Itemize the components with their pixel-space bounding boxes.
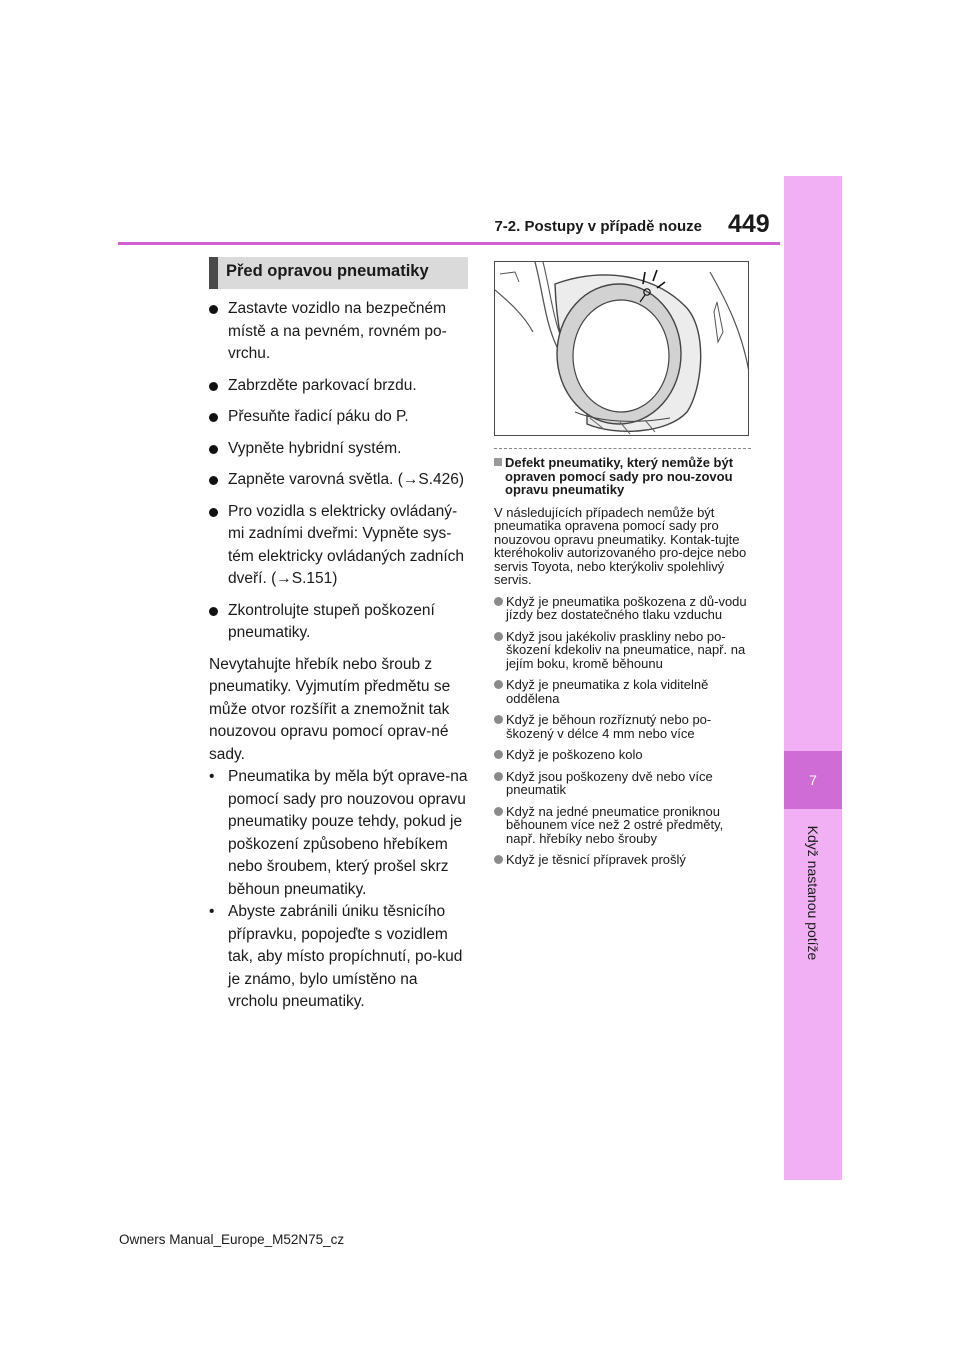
footer-text: Owners Manual_Europe_M52N75_cz bbox=[119, 1232, 345, 1247]
list-item bbox=[494, 805, 752, 846]
section-title: 7-2. Postupy v případě nouze bbox=[494, 218, 702, 235]
list-item-text: Zabrzděte parkovací brzdu. bbox=[228, 376, 417, 394]
circle-bullet-icon bbox=[494, 597, 503, 606]
list-item bbox=[494, 630, 752, 671]
list-item-text: Když je pneumatika z kola viditelně oddělena bbox=[506, 677, 709, 706]
heading-bar bbox=[209, 257, 218, 289]
bullet-icon bbox=[209, 607, 218, 616]
circle-bullet-icon bbox=[494, 855, 503, 864]
list-item-text: Když je poškozeno kolo bbox=[506, 747, 643, 762]
bullet-icon bbox=[209, 413, 218, 422]
dash-item-text: Abyste zabránili úniku těsnicího přípravku, popojeďte s vozidlem tak, aby místo propíchnutí, po-kud je známo, bylo umístěno na vrcholu pneumatiky. bbox=[228, 903, 463, 1010]
dash-bullet-icon: • bbox=[209, 903, 215, 920]
page-number: 449 bbox=[728, 210, 770, 238]
list-item bbox=[209, 406, 471, 429]
list-item-text: Když je běhoun rozříznutý nebo po-škozený v délce 4 mm nebo více bbox=[506, 712, 712, 741]
list-item bbox=[494, 713, 752, 740]
list-item bbox=[209, 600, 471, 645]
list-item bbox=[494, 678, 752, 705]
circle-bullet-icon bbox=[494, 715, 503, 724]
dash-bullet-icon: • bbox=[209, 768, 215, 785]
dash-list-item bbox=[209, 901, 471, 1014]
bullet-icon bbox=[209, 508, 218, 517]
circle-bullet-icon bbox=[494, 772, 503, 781]
list-item-text: Když jsou poškozeny dvě nebo více pneumatik bbox=[506, 768, 713, 797]
list-item bbox=[209, 438, 471, 461]
list-item-text: Vypněte hybridní systém. bbox=[228, 439, 402, 457]
bullet-icon bbox=[209, 445, 218, 454]
list-item-text: Zkontrolujte stupeň poškození pneumatiky. bbox=[228, 601, 435, 641]
section-heading-text: Před opravou pneumatiky bbox=[226, 262, 429, 280]
intro-paragraph: V následujících případech nemůže být pneumatika opravena pomocí sady pro nouzovou opravu pneumatiky. Kontak-tujte kteréhokoliv autorizovaného pro-dejce nebo servis Toyota, nebo kterýkoliv spolehlivý servis. bbox=[494, 504, 747, 587]
bullet-icon bbox=[209, 305, 218, 314]
list-item bbox=[494, 748, 752, 762]
left-column bbox=[209, 298, 471, 1014]
list-item bbox=[494, 853, 752, 867]
circle-bullet-icon bbox=[494, 750, 503, 759]
subheading-text: Defekt pneumatiky, který nemůže být opraven pomocí sady pro nou-zovou opravu pneumatiky bbox=[505, 455, 734, 497]
warning-paragraph: Nevytahujte hřebík nebo šroub z pneumatiky. Vyjmutím předmětu se může otvor rozšířit a znemožnit tak nouzovou opravu pomocí oprav-né sady. bbox=[209, 655, 451, 763]
right-column bbox=[494, 456, 752, 867]
bullet-icon bbox=[209, 476, 218, 485]
list-item-text: Přesuňte řadicí páku do P. bbox=[228, 408, 409, 425]
list-item-text: Když je těsnicí přípravek prošlý bbox=[506, 852, 686, 867]
bullet-icon bbox=[209, 382, 218, 391]
chapter-side-label: Když nastanou potíže bbox=[805, 825, 821, 961]
dash-list-item bbox=[209, 766, 471, 901]
list-item bbox=[209, 469, 471, 492]
header-rule bbox=[118, 242, 780, 245]
list-item bbox=[494, 595, 752, 622]
tire-with-nail-icon bbox=[495, 262, 749, 436]
square-bullet-icon bbox=[494, 458, 502, 466]
dash-item-text: Pneumatika by měla být oprave-na pomocí sady pro nouzovou opravu pneumatiky pouze tehdy, pokud je poškození způsobeno hřebíkem nebo šroubem, který prošel skrz běhoun pneumatiky. bbox=[228, 768, 468, 898]
list-item bbox=[209, 501, 471, 591]
section-heading bbox=[209, 257, 468, 289]
list-item-text: Zastavte vozidlo na bezpečném místě a na pevném, rovném po-vrchu. bbox=[228, 300, 447, 362]
list-item-text: Pro vozidla s elektricky ovládaný-mi zadními dveřmi: Vypněte sys-tém elektricky ovládaných zadních dveří. (→S.151) bbox=[228, 502, 465, 587]
circle-bullet-icon bbox=[494, 807, 503, 816]
tire-illustration bbox=[494, 261, 749, 436]
list-item-text: Když je pneumatika poškozena z dů-vodu jízdy bez dostatečného tlaku vzduchu bbox=[506, 593, 747, 622]
subheading bbox=[494, 456, 752, 497]
list-item bbox=[209, 375, 471, 398]
chapter-side-tab bbox=[784, 176, 842, 1180]
list-item-text: Když na jedné pneumatice proniknou běhounem více než 2 ostré předměty, např. hřebíky nebo šrouby bbox=[506, 803, 724, 846]
chapter-number-box: 7 bbox=[784, 751, 842, 809]
column-separator bbox=[494, 448, 751, 449]
list-item bbox=[209, 298, 471, 366]
circle-bullet-icon bbox=[494, 680, 503, 689]
list-item-text: Zapněte varovná světla. (→S.426) bbox=[228, 471, 465, 488]
list-item-text: Když jsou jakékoliv praskliny nebo po-škození kdekoliv na pneumatice, např. na jejím boku, kromě běhounu bbox=[506, 628, 746, 671]
list-item bbox=[494, 770, 752, 797]
circle-bullet-icon bbox=[494, 632, 503, 641]
